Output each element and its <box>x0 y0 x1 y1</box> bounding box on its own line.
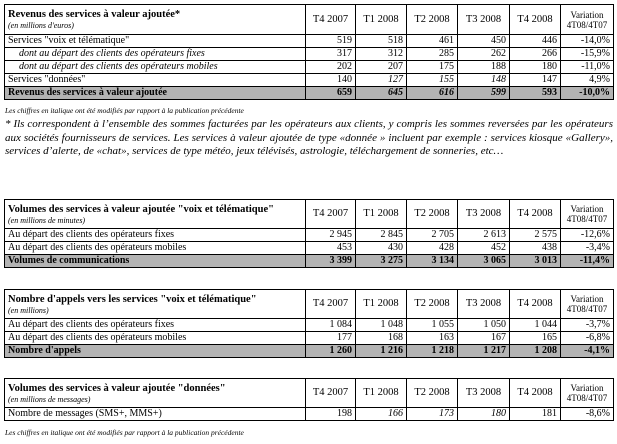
total-row: Revenus des services à valeur ajoutée 659 645 616 599 593 -10,0% <box>5 87 614 100</box>
table-row: Nombre de messages (SMS+, MMS+) 198 166 173 180 181 -8,6% <box>5 408 614 421</box>
variation-header: Variation 4T08/4T07 <box>561 379 614 408</box>
table-row: Au départ des clients des opérateurs mobiles 177 168 163 167 165 -6,8% <box>5 332 614 345</box>
row-label: Nombre de messages (SMS+, MMS+) <box>5 408 306 421</box>
table-volumes-donnees <box>4 378 614 421</box>
table-row: Au départ des clients des opérateurs fixes 1 084 1 048 1 055 1 050 1 044 -3,7% <box>5 319 614 332</box>
table-title: Volumes des services à valeur ajoutée "voix et télématique" (en millions de minutes) <box>5 200 306 229</box>
col-header: T4 2008 <box>510 5 561 35</box>
footnote: Les chiffres en italique ont été modifiés par rapport à la publication précédente <box>5 106 244 115</box>
row-label: Au départ des clients des opérateurs mobiles <box>5 242 306 255</box>
row-label: Volumes de communications <box>5 255 306 268</box>
table-nombre-appels <box>4 289 614 358</box>
table-revenus <box>4 4 614 100</box>
row-label: dont au départ des clients des opérateurs fixes <box>5 48 306 61</box>
row-label: Services "voix et télématique" <box>5 35 306 48</box>
note-paragraph: * Ils correspondent à l’ensemble des sommes facturées par les opérateurs aux clients, y compris les sommes reversées par les opérateurs aux sociétés fournisseurs de services. Les services à valeur ajoutée de type «donnée » incluent par exemple : services kiosque «Gallery», services d’alerte, de «chat», services de type météo, jeux télévisés, astrologie, téléchargement de sonneries, etc… <box>5 118 613 158</box>
table-title: Volumes des services à valeur ajoutée "données" (en millions de messages) <box>5 379 306 408</box>
row-label: Au départ des clients des opérateurs fixes <box>5 319 306 332</box>
row-label: dont au départ des clients des opérateurs mobiles <box>5 61 306 74</box>
footnote: Les chiffres en italique ont été modifiés par rapport à la publication précédente <box>5 428 244 437</box>
row-label: Services "données" <box>5 74 306 87</box>
table-row: Services "voix et télématique" 519 518 461 450 446 -14,0% <box>5 35 614 48</box>
table-header-row: Volumes des services à valeur ajoutée "données" (en millions de messages) T4 2007 T1 2008 T2 2008 T3 2008 T4 2008 Variation 4T08/4T07 <box>5 379 614 408</box>
total-row: Volumes de communications 3 399 3 275 3 134 3 065 3 013 -11,4% <box>5 255 614 268</box>
total-row: Nombre d'appels 1 260 1 216 1 218 1 217 1 208 -4,1% <box>5 345 614 358</box>
col-header: T1 2008 <box>356 5 407 35</box>
table-header-row: Nombre d'appels vers les services "voix et télématique" (en millions) T4 2007 T1 2008 T2 2008 T3 2008 T4 2008 Variation 4T08/4T07 <box>5 290 614 319</box>
table-row: dont au départ des clients des opérateurs mobiles 202 207 175 188 180 -11,0% <box>5 61 614 74</box>
variation-header: Variation 4T08/4T07 <box>561 200 614 229</box>
table-volumes-voix <box>4 199 614 268</box>
table-title: Revenus des services à valeur ajoutée* (en millions d'euros) <box>5 5 306 35</box>
variation-header: Variation 4T08/4T07 <box>561 5 614 35</box>
table-row: Services "données" 140 127 155 148 147 4,9% <box>5 74 614 87</box>
table-header-row <box>5 5 614 35</box>
table-header-row: Volumes des services à valeur ajoutée "voix et télématique" (en millions de minutes) T4 2007 T1 2008 T2 2008 T3 2008 T4 2008 Variation 4T08/4T07 <box>5 200 614 229</box>
row-label: Revenus des services à valeur ajoutée <box>5 87 306 100</box>
row-label: Au départ des clients des opérateurs mobiles <box>5 332 306 345</box>
table-row: Au départ des clients des opérateurs mobiles 453 430 428 452 438 -3,4% <box>5 242 614 255</box>
table-row: Au départ des clients des opérateurs fixes 2 945 2 845 2 705 2 613 2 575 -12,6% <box>5 229 614 242</box>
variation-header: Variation 4T08/4T07 <box>561 290 614 319</box>
table-row: dont au départ des clients des opérateurs fixes 317 312 285 262 266 -15,9% <box>5 48 614 61</box>
col-header: T4 2007 <box>306 5 356 35</box>
row-label: Nombre d'appels <box>5 345 306 358</box>
row-label: Au départ des clients des opérateurs fixes <box>5 229 306 242</box>
col-header: T2 2008 <box>407 5 458 35</box>
table-title: Nombre d'appels vers les services "voix et télématique" (en millions) <box>5 290 306 319</box>
col-header: T3 2008 <box>458 5 510 35</box>
